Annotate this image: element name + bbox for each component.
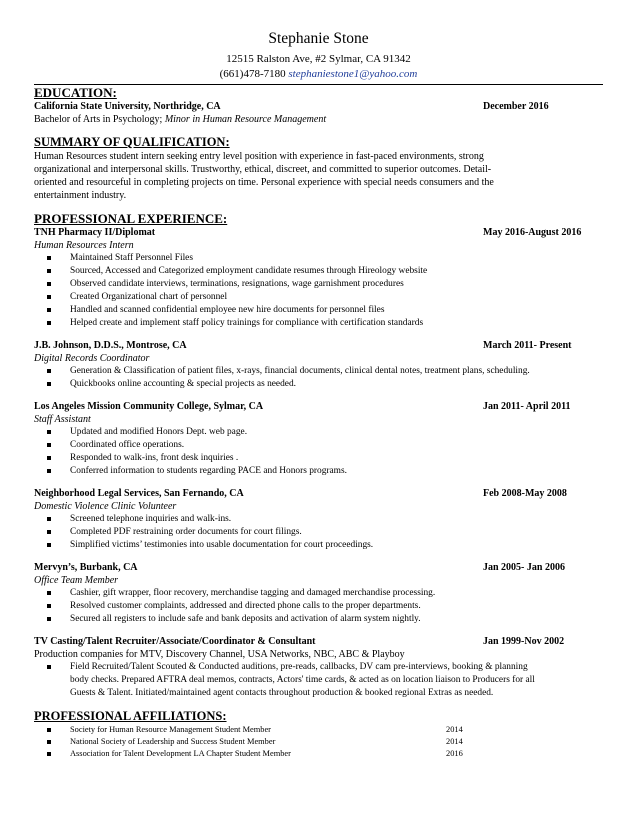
job-date: March 2011- Present <box>483 340 572 351</box>
job-header <box>34 487 603 500</box>
section-heading-affiliations: PROFESSIONAL AFFILIATIONS: <box>34 709 227 723</box>
bullet-icon <box>47 430 51 434</box>
bullet-icon <box>47 256 51 260</box>
list-item: Handled and scanned confidential employee new hire documents for personnel files <box>34 304 603 317</box>
affiliation-name: National Society of Leadership and Success Student Member <box>70 737 276 746</box>
school-name: California State University, Northridge, CA <box>34 101 221 112</box>
job-bullets <box>34 426 603 478</box>
list-item <box>34 736 603 748</box>
bullet-icon <box>47 752 51 756</box>
degree: Bachelor of Arts in Psychology; <box>34 114 163 125</box>
job-header <box>34 339 603 352</box>
job-subline: Production companies for MTV, Discovery Channel, USA Networks, NBC, ABC & Playboy <box>34 649 405 660</box>
list-item: Conferred information to students regarding PACE and Honors programs. <box>34 465 603 478</box>
affiliations-section <box>34 709 603 760</box>
email-link[interactable]: stephaniestone1@yahoo.com <box>288 68 418 80</box>
list-item: Completed PDF restraining order documents for court filings. <box>34 526 603 539</box>
bullet-icon <box>47 591 51 595</box>
bullet-icon <box>47 517 51 521</box>
section-heading-education: EDUCATION: <box>34 85 117 100</box>
bullet-icon <box>47 308 51 312</box>
bullet-icon <box>47 469 51 473</box>
job-title: Digital Records Coordinator <box>34 353 150 364</box>
list-item: Secured all registers to include safe and bank deposits and activation of alarm system nightly. <box>34 613 603 626</box>
affiliations-list <box>34 724 603 760</box>
list-item: Coordinated office operations. <box>34 439 603 452</box>
bullet-icon <box>47 530 51 534</box>
address: 12515 Ralston Ave, #2 Sylmar, CA 91342 <box>226 53 411 65</box>
bullet-icon <box>47 604 51 608</box>
section-heading-experience: PROFESSIONAL EXPERIENCE: <box>34 211 228 226</box>
list-item <box>34 724 603 736</box>
list-item: Quickbooks online accounting & special projects as needed. <box>34 378 603 391</box>
bullet-icon <box>47 382 51 386</box>
job-entry <box>34 635 603 700</box>
affiliation-year: 2014 <box>446 737 463 746</box>
degree-line <box>34 113 603 126</box>
bullet-icon <box>47 282 51 286</box>
list-item: Created Organizational chart of personnel <box>34 291 603 304</box>
list-item: Observed candidate interviews, terminations, resignations, wage garnishment procedures <box>34 278 603 291</box>
summary-line: organizational and interpersonal skills. Trustworthy, ethical, discreet, and committed to superior outcomes. Detail- <box>34 164 492 175</box>
bullet-icon <box>47 543 51 547</box>
resume-header <box>34 30 603 82</box>
bullet-icon <box>47 728 51 732</box>
job-header <box>34 400 603 413</box>
bullet-icon <box>47 740 51 744</box>
list-item: Updated and modified Honors Dept. web page. <box>34 426 603 439</box>
job-date: Jan 2005- Jan 2006 <box>483 562 565 573</box>
summary-line: oriented and resourceful in completing projects on time. Personal experience with special needs consumers and the <box>34 177 494 188</box>
affiliation-year: 2014 <box>446 725 463 734</box>
job-entry <box>34 561 603 626</box>
list-item: Helped create and implement staff policy trainings for compliance with certification standards <box>34 317 603 330</box>
job-company: Neighborhood Legal Services, San Fernando, CA <box>34 488 244 499</box>
job-title: Domestic Violence Clinic Volunteer <box>34 501 177 512</box>
summary-section <box>34 135 603 202</box>
list-item: Maintained Staff Personnel Files <box>34 252 603 265</box>
job-bullets <box>34 661 603 700</box>
bullet-icon <box>47 295 51 299</box>
job-date: Jan 1999-Nov 2002 <box>483 636 565 647</box>
job-entry <box>34 226 603 330</box>
job-company: TV Casting/Talent Recruiter/Associate/Coordinator & Consultant <box>34 636 316 647</box>
minor: Minor in Human Resource Management <box>164 114 327 125</box>
candidate-name: Stephanie Stone <box>268 30 369 47</box>
list-item: Cashier, gift wrapper, floor recovery, merchandise tagging and damaged merchandise processing. <box>34 587 603 600</box>
bullet-icon <box>47 443 51 447</box>
job-date: Feb 2008-May 2008 <box>483 488 567 499</box>
job-entry <box>34 400 603 478</box>
job-title: Staff Assistant <box>34 414 91 425</box>
education-date: December 2016 <box>483 101 549 112</box>
affiliation-name: Society for Human Resource Management Student Member <box>70 725 271 734</box>
job-company: Los Angeles Mission Community College, Sylmar, CA <box>34 401 264 412</box>
job-title: Office Team Member <box>34 575 119 586</box>
section-heading-summary: SUMMARY OF QUALIFICATION: <box>34 135 230 149</box>
list-item: Field Recruited/Talent Scouted & Conducted auditions, pre-reads, callbacks, DV cam pre-interviews, booking & planning body checks. Prepared AFTRA deal memos, contracts, Actors' time cards, & acted as on location liaison to Producers for all Guests & Talent. Initiated/maintained agent contacts throughout production & booked regional Extras as needed. <box>34 661 603 700</box>
summary-line: entertainment industry. <box>34 190 127 201</box>
resume-page <box>34 30 603 760</box>
education-section <box>34 85 603 126</box>
phone: (661)478-7180 <box>219 68 286 80</box>
experience-section <box>34 211 603 700</box>
list-item: Generation & Classification of patient files, x-rays, financial documents, clinical dental notes, treatment plans, scheduling. <box>34 365 603 378</box>
job-entry <box>34 487 603 552</box>
job-bullets <box>34 365 603 391</box>
job-company: Mervyn’s, Burbank, CA <box>34 562 138 573</box>
bullet-icon <box>47 665 51 669</box>
list-item: Sourced, Accessed and Categorized employment candidate resumes through Hireology website <box>34 265 603 278</box>
affiliation-year: 2016 <box>446 749 463 758</box>
bullet-icon <box>47 269 51 273</box>
job-bullets <box>34 513 603 552</box>
bullet-icon <box>47 456 51 460</box>
list-item: Responded to walk-ins, front desk inquiries . <box>34 452 603 465</box>
job-date: May 2016-August 2016 <box>483 227 582 238</box>
affiliation-name: Association for Talent Development LA Chapter Student Member <box>70 749 291 758</box>
job-entry <box>34 339 603 391</box>
job-title: Human Resources Intern <box>34 240 134 251</box>
job-company: TNH Pharmacy II/Diplomat <box>34 227 156 238</box>
bullet-icon <box>47 369 51 373</box>
summary-line: Human Resources student intern seeking entry level position with experience in fast-paced environments, strong <box>34 151 484 162</box>
contact-line <box>34 67 603 82</box>
job-date: Jan 2011- April 2011 <box>483 401 571 412</box>
job-bullets <box>34 252 603 330</box>
bullet-icon <box>47 321 51 325</box>
job-header <box>34 635 603 648</box>
job-company: J.B. Johnson, D.D.S., Montrose, CA <box>34 340 187 351</box>
list-item: Screened telephone inquiries and walk-ins. <box>34 513 603 526</box>
job-header <box>34 226 603 239</box>
job-header <box>34 561 603 574</box>
education-row <box>34 100 603 113</box>
job-bullets <box>34 587 603 626</box>
list-item: Simplified victims’ testimonies into usable documentation for court proceedings. <box>34 539 603 552</box>
list-item <box>34 748 603 760</box>
bullet-icon <box>47 617 51 621</box>
list-item: Resolved customer complaints, addressed and directed phone calls to the proper departments. <box>34 600 603 613</box>
